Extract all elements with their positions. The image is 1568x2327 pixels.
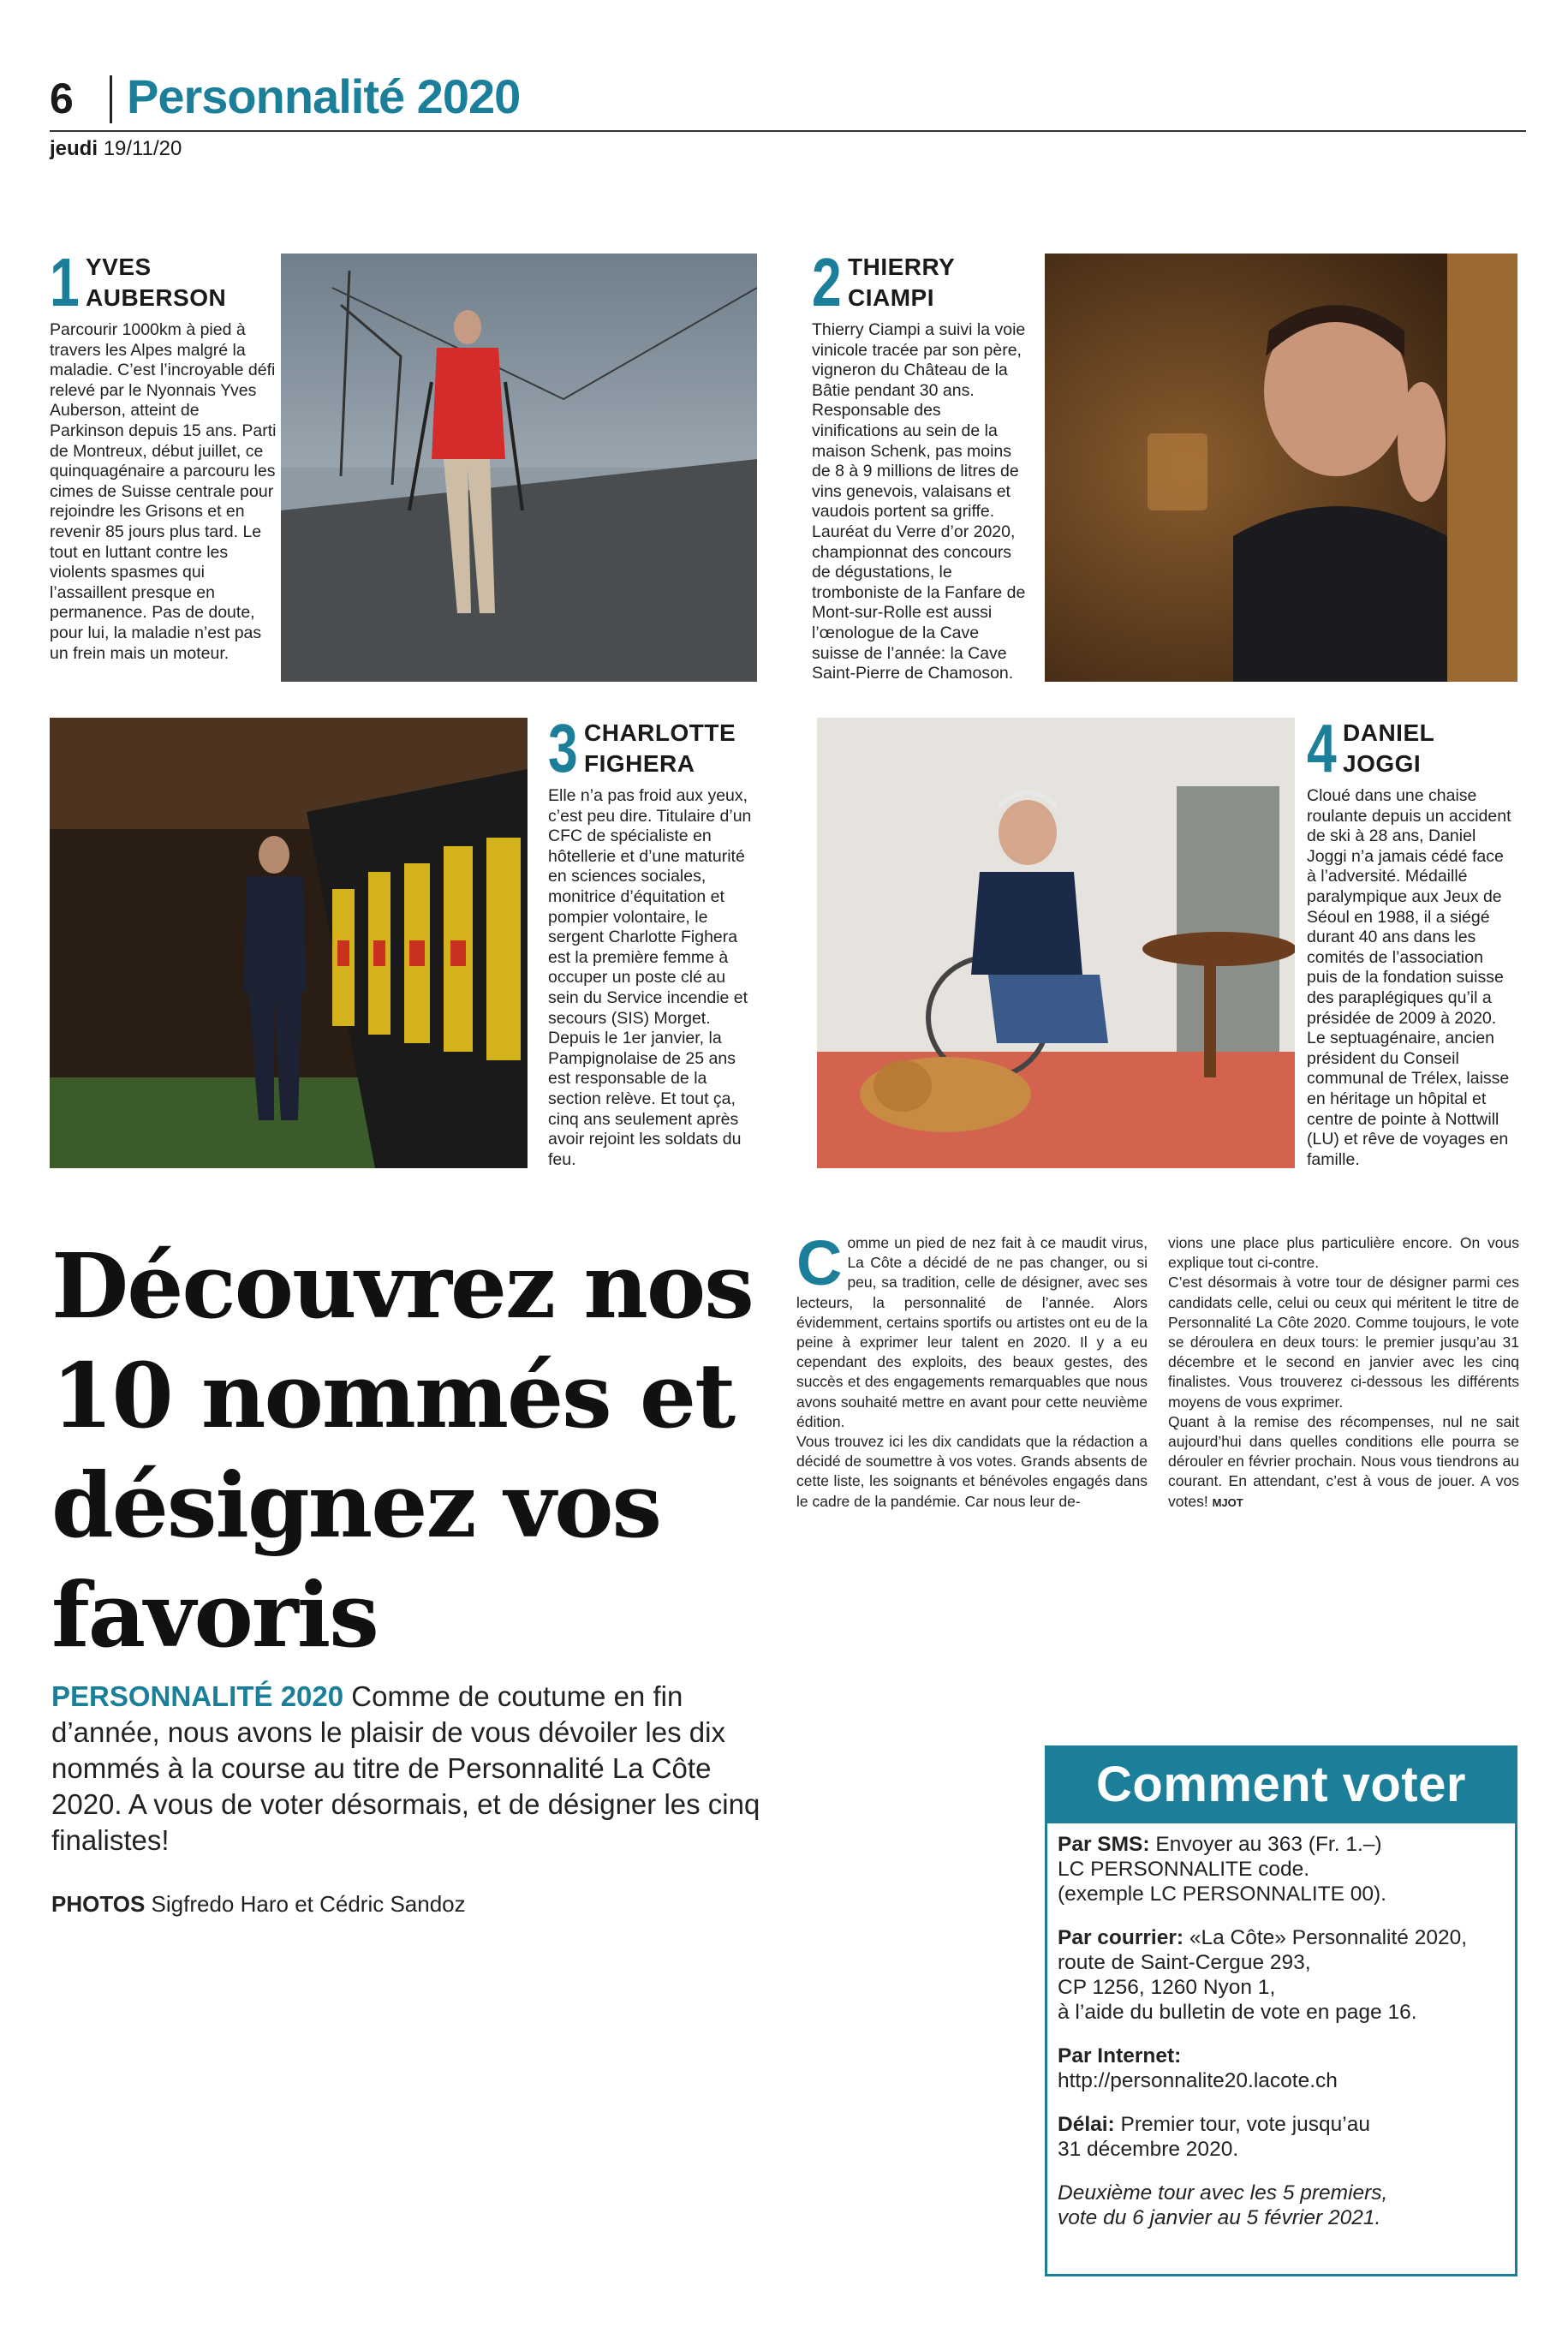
author-signature: MJOT [1212,1495,1243,1509]
nominee-name: YVES AUBERSON [86,254,227,311]
vote-deadline: Délai: Premier tour, vote jusqu’au 31 décembre 2020. [1058,2113,1370,2161]
article-column-2: vions une place plus particulière encore. On vous explique tout ci-contre. C’est désormais à votre tour de désigner parmi ces candidats celle, celui ou ceux qui méritent le titre de Personnalité La Côte 2020. Comme toujours, le vote se déroulera en deux tours: le premier jusqu’au 31 décembre et le second en janvier avec les cinq finalistes. Vous trouverez ci-dessous les différents moyens de vous exprimer. Quant à la remise des récompenses, nul ne sait aujourd’hui dans quelles conditions elle pourra se dérouler en février prochain. Nous vous tiendrons au courant. En attendant, c’est à vous de jouer. A vos votes! MJOT [1168,1234,1519,1510]
nominee-name: THIERRY CIAMPI [848,254,956,311]
nominee-number: 2 [812,244,842,320]
header-divider [110,75,112,123]
nominee-name: CHARLOTTE FIGHERA [584,719,736,777]
lede-kicker: PERSONNALITÉ 2020 [51,1680,344,1712]
vote-mail: Par courrier: «La Côte» Personnalité 2020, route de Saint-Cergue 293, CP 1256, 1260 Nyon 1, à l’aide du bulletin de vote en page 16. [1058,1926,1468,2024]
nominee-number: 3 [548,710,578,786]
photo-yves-auberson [281,254,757,682]
nominee-number: 4 [1307,710,1337,786]
vote-round-two: Deuxième tour avec les 5 premiers, vote du 6 janvier au 5 février 2021. [1058,2181,1388,2229]
nominee-text: Elle n’a pas froid aux yeux, c’est peu dire. Titulaire d’un CFC de spécialiste en hôtellerie et d’une maturité en sciences sociales, monitrice d’équitation et pompier volontaire, le sergent Charlotte Fighera est la première femme à occuper un poste clé au sein du Service incendie et secours (SIS) Morget. Depuis le 1er janvier, la Pampignolaise de 25 ans est responsable de la section relève. Et tout ça, cinq ans seulement après avoir rejoint les soldats du feu. [548,786,752,1169]
vote-web: Par Internet: http://personnalite20.lacote.ch [1058,2044,1338,2092]
photo-daniel-joggi [817,718,1295,1168]
vote-box-title: Comment voter [1047,1748,1515,1823]
nominee-text: Parcourir 1000km à pied à travers les Alpes malgré la maladie. C’est l’incroyable défi relevé par le Nyonnais Yves Auberson, atteint de Parkinson depuis 15 ans. Parti de Montreux, début juillet, ce quinquagénaire a parcouru les cimes de Suisse centrale pour rejoindre les Grisons et en revenir 85 jours plus tard. Le tout en luttant contre les violents spasmes qui l’assaillent presque en permanence. Pas de doute, pour lui, la maladie n’est pas un frein mais un moteur. [50,320,277,663]
nominee-name: DANIEL JOGGI [1343,719,1435,777]
article-column-1: Comme un pied de nez fait à ce maudit virus, La Côte a décidé de ne pas changer, ou si peu, sa tradition, celle de désigner, avec ses lecteurs, la personnalité de l’année. Alors évidemment, certains sportifs ou artistes ont eu de la peine à exprimer leur talent en 2020. Il y a eu cependant des exploits, des beaux gestes, des succès et des engagements remarquables que nous avons souhaité mettre en avant pour cette neuvième édition. Vous trouvez ici les dix candidats que la rédaction a décidé de soumettre à vos votes. Grands absents de cette liste, les soignants et bénévoles engagés dans le cadre de la pandémie. Car nous leur de- [796,1227,1148,1510]
vote-box-body [1047,1823,1515,2230]
page-number: 6 [50,75,74,122]
nominee-number: 1 [50,244,80,320]
lede-text: Comme de coutume en fin d’année, nous avons le plaisir de vous dévoiler les dix nommés à la course au titre de Personnalité La Côte 2020. A vous de voter désormais, et de désigner les cinq finalistes! [51,1680,760,1856]
nominee-text: Cloué dans une chaise roulante depuis un accident de ski à 28 ans, Daniel Joggi n’a jamais cédé face à l’adversité. Médaillé paralympique aux Jeux de Séoul en 1988, il a siégé durant 40 ans dans les comités de l’association puis de la fondation suisse des paraplégiques qu’il a présidée de 2009 à 2020. Le septuagénaire, ancien président du Conseil communal de Trélex, laisse en héritage un hôpital et centre de pointe à Nottwill (LU) et rêve de voyages en famille. [1307,786,1511,1169]
photo-charlotte-fighera [50,718,528,1168]
dropcap: C [796,1227,843,1298]
header-rule [50,130,1526,132]
photo-thierry-ciampi [1045,254,1517,682]
headline: Découvrez nos 10 nommés et désignez vos favoris [51,1233,753,1668]
lede [51,1679,771,1859]
vote-sms: Par SMS: Envoyer au 363 (Fr. 1.–) LC PERSONNALITE code. (exemple LC PERSONNALITE 00). [1058,1833,1386,1906]
photo-credit: PHOTOS Sigfredo Haro et Cédric Sandoz [51,1891,466,1917]
vote-info-box [1045,1745,1517,2276]
nominee-text: Thierry Ciampi a suivi la voie vinicole tracée par son père, vigneron du Château de la Bâtie pendant 30 ans. Responsable des vinifications au sein de la maison Schenk, pas moins de 8 à 9 millions de litres de vins genevois, valaisans et vaudois portent sa griffe. Lauréat du Verre d’or 2020, championnat des concours de dégustations, le tromboniste de la Fanfare de Mont-sur-Rolle est aussi l’œnologue de la Cave suisse de l’année: la Cave Saint-Pierre de Chamoson. [812,320,1026,683]
vote-web-link[interactable]: http://personnalite20.lacote.ch [1058,2069,1338,2092]
section-title: Personnalité 2020 [127,69,521,123]
issue-date: jeudi 19/11/20 [50,137,182,160]
